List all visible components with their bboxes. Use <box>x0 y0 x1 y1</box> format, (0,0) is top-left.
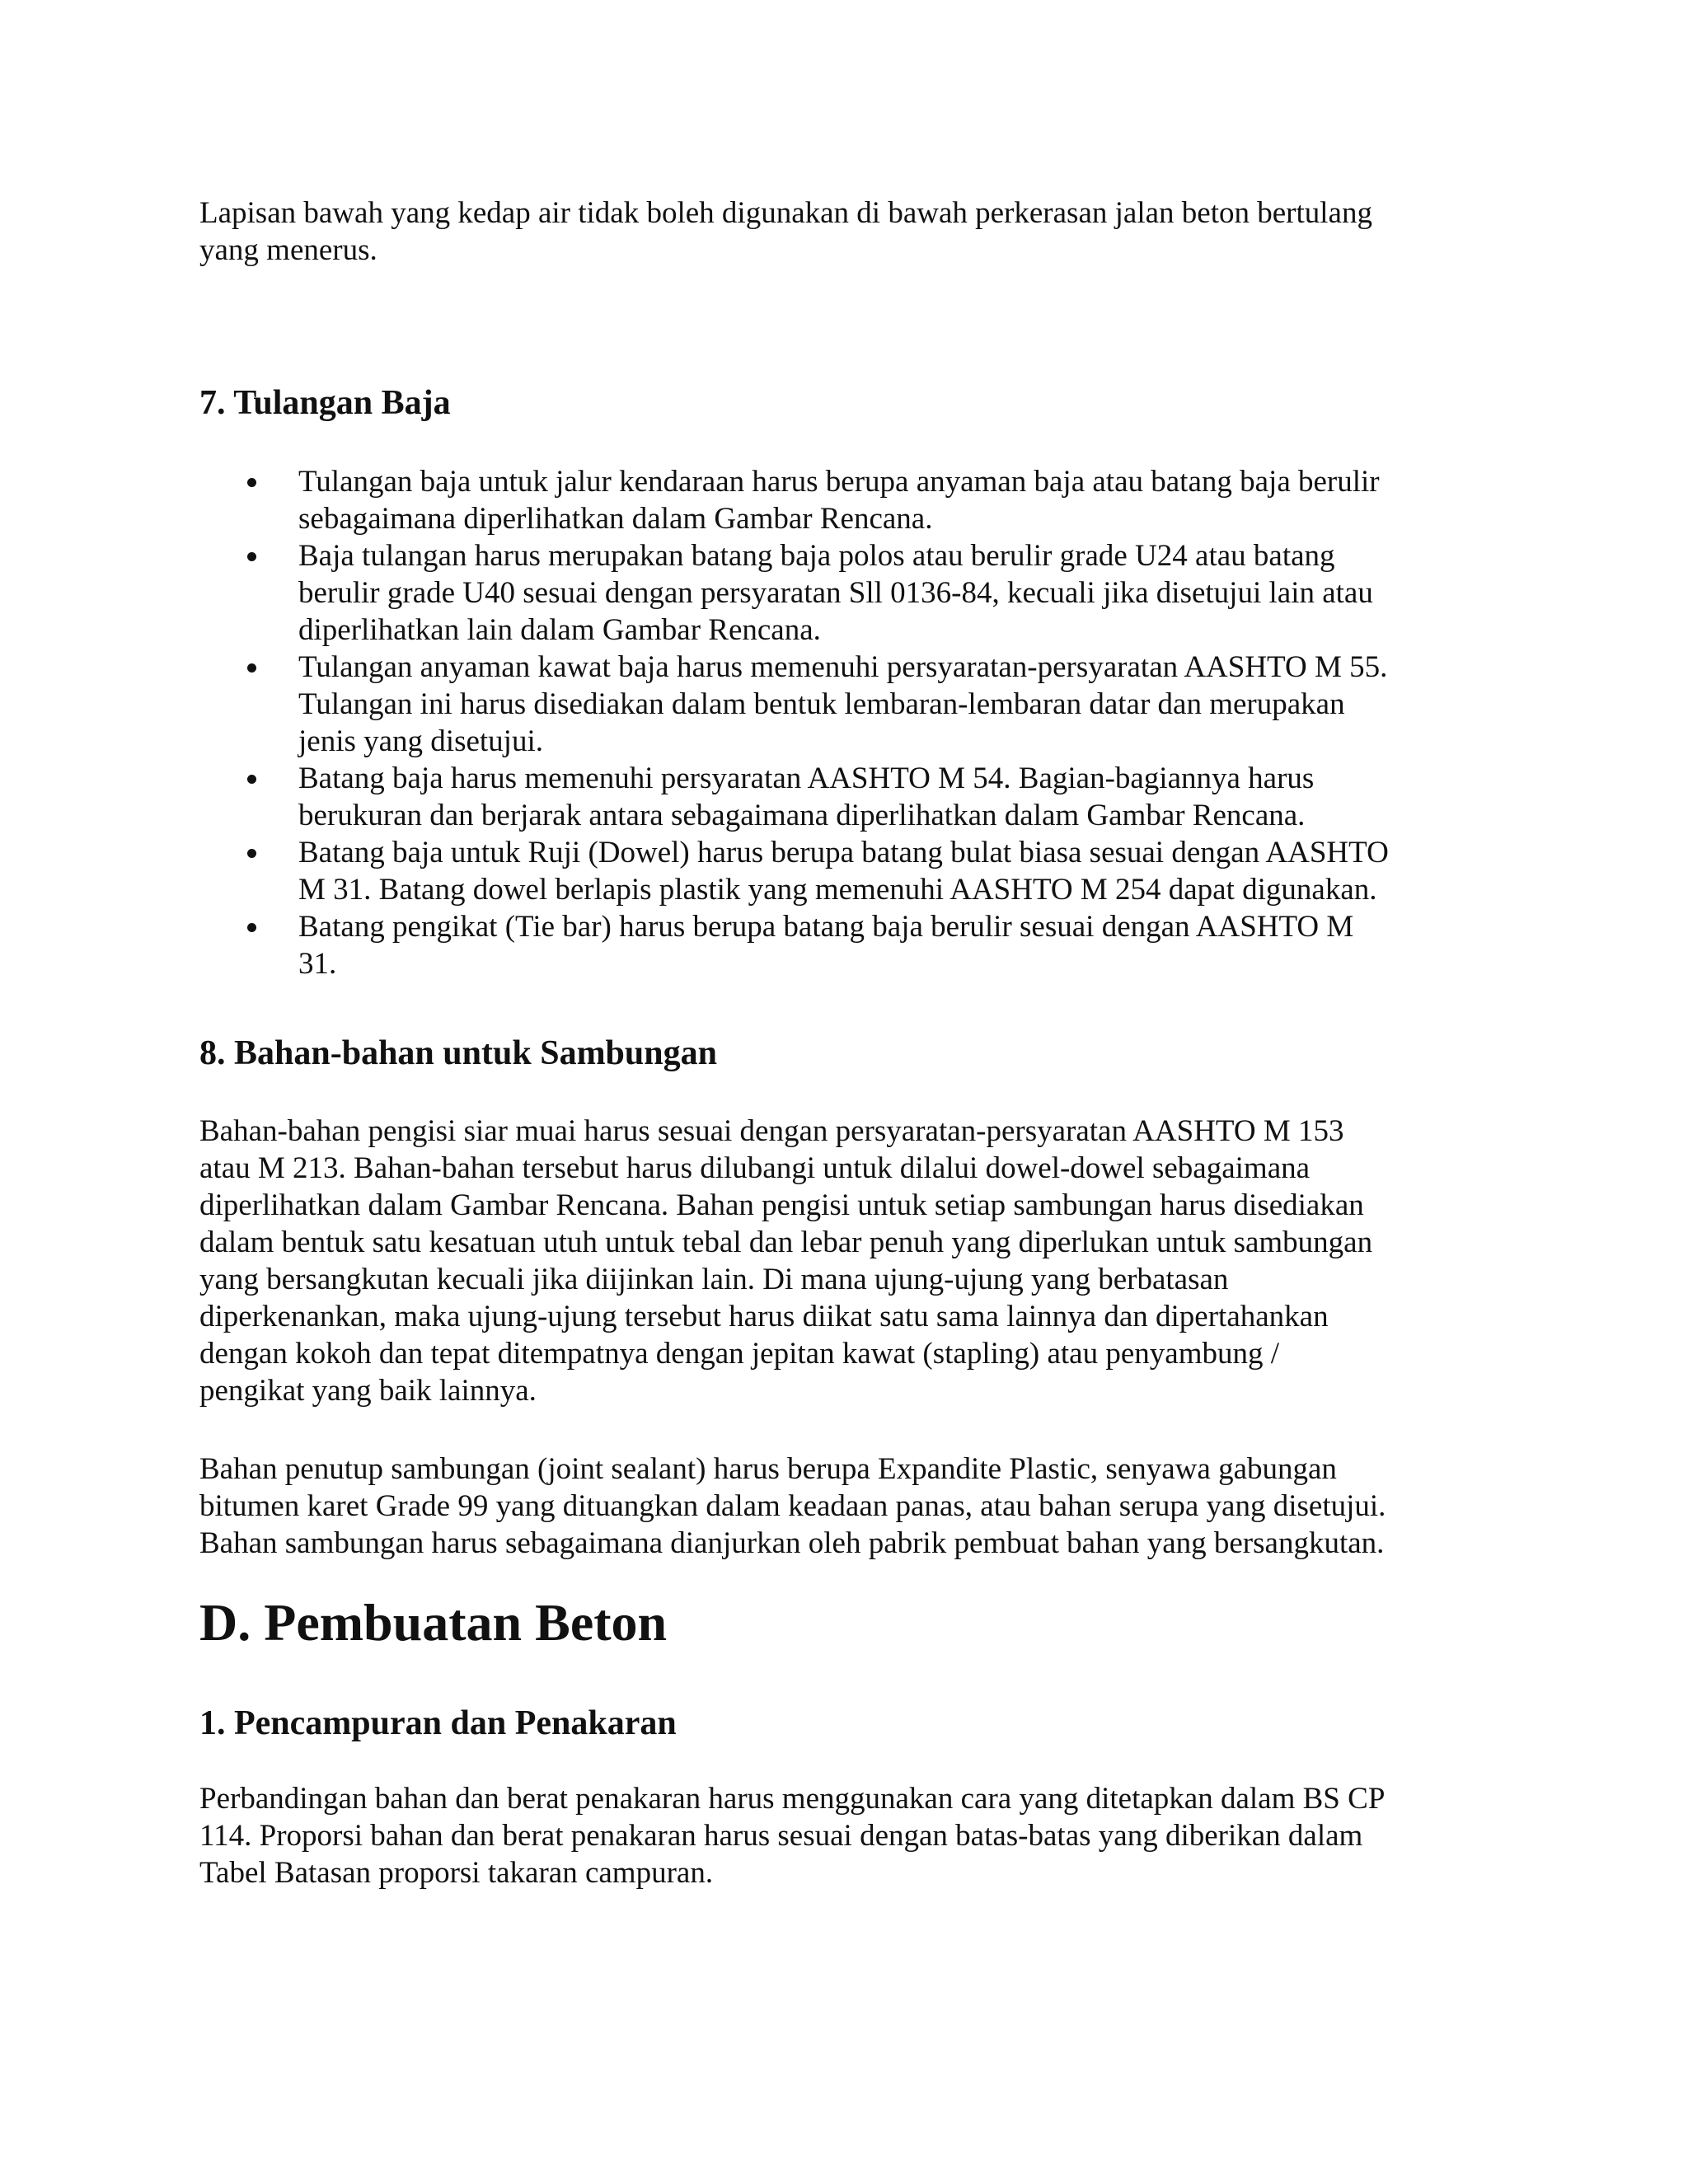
section-d-heading: D. Pembuatan Beton <box>199 1593 668 1652</box>
list-item-line: jenis yang disetujui. <box>298 724 543 758</box>
list-item <box>199 760 1518 834</box>
bullet-icon <box>247 849 256 858</box>
intro-line: yang menerus. <box>199 233 377 267</box>
section-8-paragraph-2 <box>199 1451 1386 1562</box>
list-item-line: Batang pengikat (Tie bar) harus berupa batang baja berulir sesuai dengan AASHTO M <box>298 910 1354 944</box>
paragraph-line: Bahan-bahan pengisi siar muai harus sesuai dengan persyaratan-persyaratan AASHTO M 153 <box>199 1114 1344 1148</box>
section-8-heading: 8. Bahan-bahan untuk Sambungan <box>199 1034 717 1072</box>
list-item <box>199 834 1518 908</box>
paragraph-line: pengikat yang baik lainnya. <box>199 1374 537 1408</box>
bullet-icon <box>247 663 256 673</box>
paragraph-line: Bahan sambungan harus sebagaimana dianjurkan oleh pabrik pembuat bahan yang bersangkutan. <box>199 1526 1385 1560</box>
list-item-line: berukuran dan berjarak antara sebagaimana diperlihatkan dalam Gambar Rencana. <box>298 799 1306 832</box>
bullet-icon <box>247 775 256 784</box>
bullet-icon <box>247 552 256 561</box>
list-item <box>199 463 1518 537</box>
list-item-line: Baja tulangan harus merupakan batang baja polos atau berulir grade U24 atau batang <box>298 539 1335 573</box>
paragraph-line: yang bersangkutan kecuali jika diijinkan lain. Di mana ujung-ujung yang berbatasan <box>199 1263 1229 1296</box>
paragraph-line: diperkenankan, maka ujung-ujung tersebut harus diikat satu sama lainnya dan dipertahankan <box>199 1300 1329 1333</box>
list-item-line: sebagaimana diperlihatkan dalam Gambar Rencana. <box>298 502 933 536</box>
paragraph-line: Perbandingan bahan dan berat penakaran harus menggunakan cara yang ditetapkan dalam BS CP <box>199 1782 1386 1816</box>
paragraph-line: Bahan penutup sambungan (joint sealant) harus berupa Expandite Plastic, senyawa gabungan <box>199 1452 1337 1486</box>
list-item-line: 31. <box>298 947 337 981</box>
list-item-line: berulir grade U40 sesuai dengan persyaratan Sll 0136-84, kecuali jika disetujui lain atau <box>298 576 1373 610</box>
bullet-icon <box>247 923 256 932</box>
section-8-paragraph-1 <box>199 1113 1372 1409</box>
list-item <box>199 537 1518 649</box>
subsection-1-heading: 1. Pencampuran dan Penakaran <box>199 1704 677 1742</box>
paragraph-line: 114. Proporsi bahan dan berat penakaran harus sesuai dengan batas-batas yang diberikan dalam <box>199 1819 1363 1853</box>
list-item <box>199 649 1518 760</box>
list-item <box>199 908 1518 982</box>
list-item-line: Batang baja harus memenuhi persyaratan AASHTO M 54. Bagian-bagiannya harus <box>298 762 1315 795</box>
list-item-line: M 31. Batang dowel berlapis plastik yang memenuhi AASHTO M 254 dapat digunakan. <box>298 873 1377 907</box>
paragraph-line: diperlihatkan dalam Gambar Rencana. Bahan pengisi untuk setiap sambungan harus disediakan <box>199 1188 1364 1222</box>
section-7-bullet-list <box>199 463 1518 982</box>
paragraph-line: atau M 213. Bahan-bahan tersebut harus dilubangi untuk dilalui dowel-dowel sebagaimana <box>199 1151 1311 1185</box>
intro-line: Lapisan bawah yang kedap air tidak boleh digunakan di bawah perkerasan jalan beton bertulang <box>199 196 1372 230</box>
paragraph-line: bitumen karet Grade 99 yang dituangkan dalam keadaan panas, atau bahan serupa yang disetujui. <box>199 1489 1386 1523</box>
paragraph-line: dengan kokoh dan tepat ditempatnya dengan jepitan kawat (stapling) atau penyambung / <box>199 1337 1280 1371</box>
section-7-heading: 7. Tulangan Baja <box>199 384 451 422</box>
list-item-line: diperlihatkan lain dalam Gambar Rencana. <box>298 613 821 647</box>
bullet-icon <box>247 478 256 487</box>
paragraph-line: Tabel Batasan proporsi takaran campuran. <box>199 1856 714 1890</box>
list-item-line: Tulangan anyaman kawat baja harus memenuhi persyaratan-persyaratan AASHTO M 55. <box>298 650 1388 684</box>
intro-paragraph <box>199 194 1372 269</box>
list-item-line: Tulangan ini harus disediakan dalam bentuk lembaran-lembaran datar dan merupakan <box>298 687 1345 721</box>
list-item-line: Tulangan baja untuk jalur kendaraan harus berupa anyaman baja atau batang baja berulir <box>298 465 1380 499</box>
paragraph-line: dalam bentuk satu kesatuan utuh untuk tebal dan lebar penuh yang diperlukan untuk sambungan <box>199 1226 1373 1259</box>
list-item-line: Batang baja untuk Ruji (Dowel) harus berupa batang bulat biasa sesuai dengan AASHTO <box>298 836 1389 869</box>
subsection-1-paragraph <box>199 1780 1385 1891</box>
